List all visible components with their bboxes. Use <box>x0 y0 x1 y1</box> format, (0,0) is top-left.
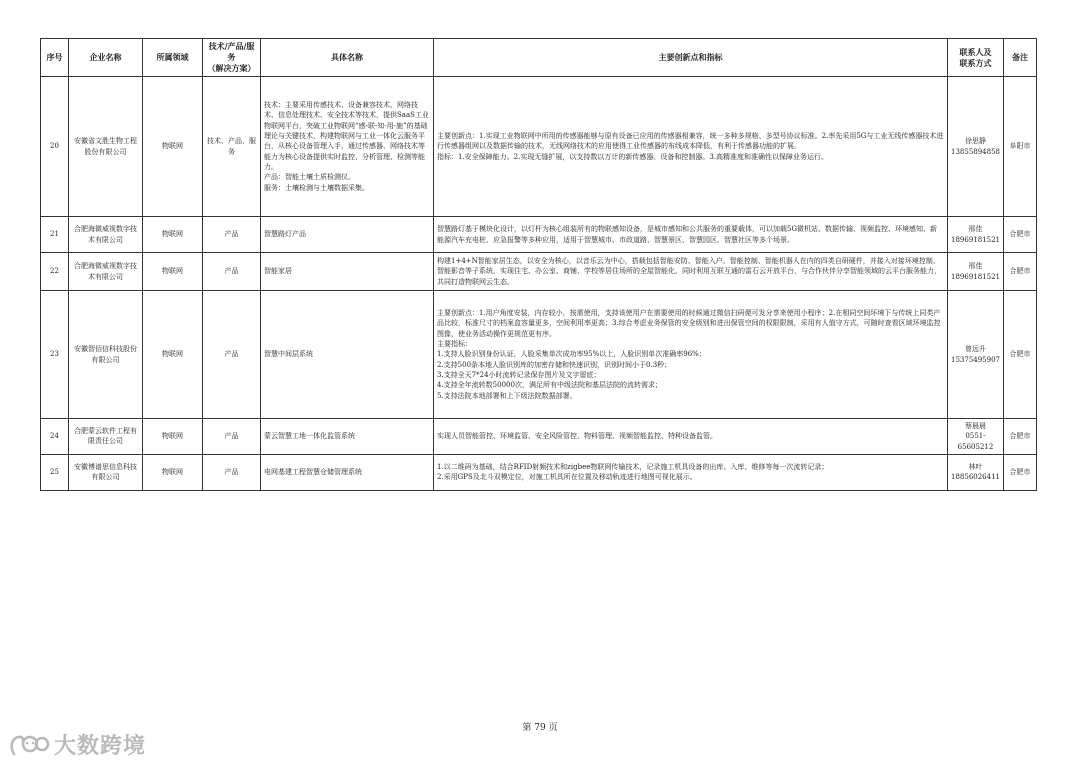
cell-field: 物联网 <box>143 454 203 490</box>
cell-contact: 蔡晨晨 0551-65605212 <box>948 419 1004 455</box>
cell-field: 物联网 <box>143 77 203 217</box>
header-company: 企业名称 <box>69 39 143 77</box>
watermark-logo-icon <box>8 732 50 758</box>
cell-field: 物联网 <box>143 253 203 291</box>
cell-company: 安徽博谱思信息科技有限公司 <box>69 454 143 490</box>
cell-name: 技术：主要采用传感技术、设备兼容技术、网络技术、信息处理技术、安全技术等技术，提供SaaS工业物联网平台，突破工业物联网“感-联-知-用-施”的基础理论与关键技术，构建物联网与工业一体化云服务平台，从核心设备管理入手，通过传感器、网络技术等能力为核心设备提供实时监控、分析管理、检测等能力。 产品：智能土壤土质检测仪。 服务：土壤检测与土壤数据采集。 <box>261 77 434 217</box>
cell-note: 合肥市 <box>1004 217 1037 253</box>
cell-type: 产品 <box>203 253 261 291</box>
cell-innovation: 智慧路灯基于模块化设计，以灯杆为核心组装所有的物联感知设备，是城市感知和公共服务的重要载体，可以加载5G微机站、数据传输、视频监控、环境感知、新能源汽车充电桩、应急报警等多种应用，适用于智慧城市、市政道路、智慧景区、智慧园区、智慧社区等多个场景。 <box>434 217 948 253</box>
page-number: 第 79 页 <box>522 723 558 733</box>
header-type: 技术/产品/服务 （解决方案） <box>203 39 261 77</box>
cell-company: 安徽省文胜生物工程股份有限公司 <box>69 77 143 217</box>
cell-note: 合肥市 <box>1004 454 1037 490</box>
cell-no: 25 <box>41 454 69 490</box>
cell-no: 24 <box>41 419 69 455</box>
cell-name: 智慧路灯产品 <box>261 217 434 253</box>
cell-type: 产品 <box>203 291 261 419</box>
table-row <box>41 419 1037 455</box>
enterprise-table <box>40 38 1037 491</box>
cell-innovation: 主要创新点：1.实现工业物联网中所用的传感器能够与原有设备已应用的传感器相兼容，统一多种多规格、多型号协议标准。2.率先采用5G与工业无线传感器技术进行传感器组网以及数据传输的技术，无线网络技术的应用使得工业传感器的布线成本降低，有利于传感器功能的扩展。 指标：1.安全保障能力。2.实现无缝扩展，以支持数以万计的新传感器、设备和控制器。3.高精准度和准确性以保障业务运行。 <box>434 77 948 217</box>
table-row <box>41 77 1037 217</box>
cell-note: 合肥市 <box>1004 253 1037 291</box>
cell-no: 22 <box>41 253 69 291</box>
cell-type: 产品 <box>203 454 261 490</box>
header-field: 所属领域 <box>143 39 203 77</box>
cell-company: 合肥海微威视数字技术有限公司 <box>69 217 143 253</box>
cell-company: 合肥蒙云软件工程有限责任公司 <box>69 419 143 455</box>
cell-type: 产品 <box>203 419 261 455</box>
cell-no: 21 <box>41 217 69 253</box>
cell-no: 20 <box>41 77 69 217</box>
cell-innovation: 主要创新点：1.用户角度安装，内存较小，按需使用，支持该使用户在需要使用的时候通过微信扫码便可发分享来使用小程序；2.在相同空间环境下与传统上同类产品比较，标准尺寸的档案盒容量更多，空间利用率更高；3.综合考虑业务保管的安全级别和进出保管空间的权限限制，采用有人值守方式，可随时查看区域环境监控图像，使业务活动操作更规范更有序。 主要指标： 1.支持人脸识别身份认证，人脸采集单次成功率95%以上，人脸识别单次准确率96%； 2.支持500条本地人脸识别库的加密存储和快速识别，识别时间小于0.3秒； 3.支持全天7*24小时流转记录保存图片及文字留底； 4.支持全年流转数50000次，满足所有中级法院和基层法院的流转需求； 5.支持法院本地部署和上下级法院数据部署。 <box>434 291 948 419</box>
header-note: 备注 <box>1004 39 1037 77</box>
table-row <box>41 291 1037 419</box>
cell-name: 智慧中间层系统 <box>261 291 434 419</box>
header-no: 序号 <box>41 39 69 77</box>
cell-field: 物联网 <box>143 419 203 455</box>
table-header-row <box>41 39 1037 77</box>
watermark <box>8 729 146 760</box>
cell-contact: 曾远升 15375495907 <box>948 291 1004 419</box>
cell-field: 物联网 <box>143 291 203 419</box>
header-innovation: 主要创新点和指标 <box>434 39 948 77</box>
table-row <box>41 454 1037 490</box>
cell-contact: 邢佳 18969181521 <box>948 253 1004 291</box>
cell-note: 合肥市 <box>1004 291 1037 419</box>
watermark-text: 大数跨境 <box>54 734 147 759</box>
cell-innovation: 构建1+4+N智能家居生态，以安全为核心，以音乐云为中心，搭载包括智能安防、智能入户、智能控制、智能机器人在内的四类自研硬件，并接入对接环境控制、智能影音等子系统，实现住宅、办公室、商铺、学校等居住场所的全屋智能化，同时利用互联互通的雷石云开放平台，与合作伙伴分享智能领域的云平台服务能力，共同打造物联网云生态。 <box>434 253 948 291</box>
cell-note: 合肥市 <box>1004 419 1037 455</box>
cell-company: 合肥海微威视数字技术有限公司 <box>69 253 143 291</box>
cell-innovation: 实现人员智能管控、环境监管、安全风险管控、物料管理、视频智能监控、特种设备监管。 <box>434 419 948 455</box>
cell-no: 23 <box>41 291 69 419</box>
cell-name: 蒙云智慧工地一体化监管系统 <box>261 419 434 455</box>
cell-type: 技术、产品、服务 <box>203 77 261 217</box>
header-contact: 联系人及 联系方式 <box>948 39 1004 77</box>
cell-name: 智能家居 <box>261 253 434 291</box>
cell-contact: 林叶 18856026411 <box>948 454 1004 490</box>
cell-contact: 徐思静 13855894858 <box>948 77 1004 217</box>
cell-company: 安徽智佰信科技股份有限公司 <box>69 291 143 419</box>
cell-field: 物联网 <box>143 217 203 253</box>
cell-type: 产品 <box>203 217 261 253</box>
cell-contact: 邢佳 18969181521 <box>948 217 1004 253</box>
header-name: 具体名称 <box>261 39 434 77</box>
table-row <box>41 253 1037 291</box>
cell-name: 电网基建工程智慧仓储管理系统 <box>261 454 434 490</box>
cell-note: 阜阳市 <box>1004 77 1037 217</box>
table-row <box>41 217 1037 253</box>
cell-innovation: 1.以二维码为基础，结合RFID射频技术和zigbee物联网传输技术，记录施工机具设备的出库、入库、维修等每一次流转记录； 2.采用GPS及北斗双模定位，对施工机具所在位置及移动轨迹进行地图可视化展示。 <box>434 454 948 490</box>
